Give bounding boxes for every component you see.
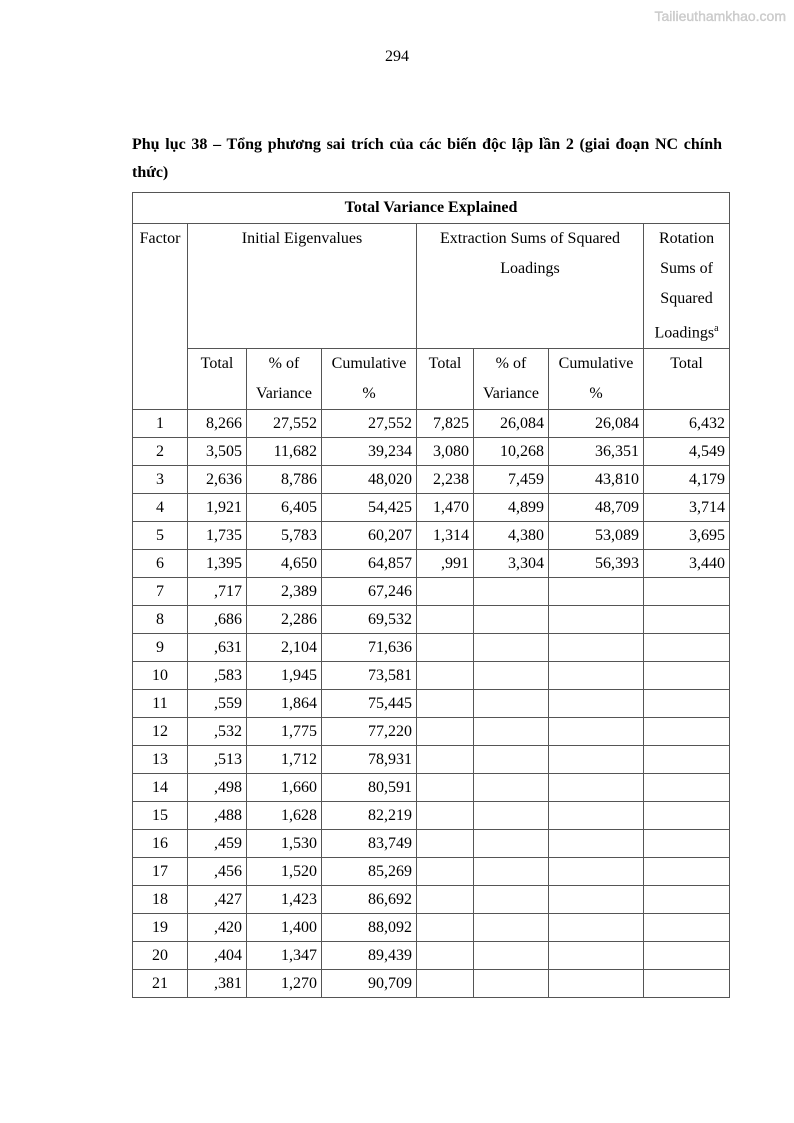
initial-pct-cell: 6,405 — [247, 494, 322, 522]
extraction-total-cell — [417, 606, 474, 634]
extraction-total-cell: 7,825 — [417, 410, 474, 438]
extraction-pct-cell: 4,380 — [474, 522, 549, 550]
initial-total-cell: 1,395 — [188, 550, 247, 578]
initial-pct-cell: 1,423 — [247, 886, 322, 914]
initial-total-cell: 3,505 — [188, 438, 247, 466]
initial-total-cell: ,559 — [188, 690, 247, 718]
rotation-total-cell — [644, 718, 730, 746]
extraction-pct-cell — [474, 746, 549, 774]
initial-total-cell: ,686 — [188, 606, 247, 634]
factor-cell: 8 — [133, 606, 188, 634]
table-row — [133, 494, 730, 522]
rotation-total-cell — [644, 802, 730, 830]
watermark: Tailieuthamkhao.com — [654, 8, 786, 24]
initial-total-cell: ,513 — [188, 746, 247, 774]
initial-pct-cell: 1,775 — [247, 718, 322, 746]
extraction-total-cell — [417, 886, 474, 914]
extraction-pct-cell — [474, 774, 549, 802]
rotation-total-cell: 6,432 — [644, 410, 730, 438]
extraction-pct-cell — [474, 802, 549, 830]
initial-pct-cell: 1,864 — [247, 690, 322, 718]
extraction-total-cell — [417, 746, 474, 774]
factor-cell: 17 — [133, 858, 188, 886]
initial-pct-cell: 1,400 — [247, 914, 322, 942]
extraction-pct-cell: 4,899 — [474, 494, 549, 522]
factor-cell: 21 — [133, 970, 188, 998]
rotation-total-cell — [644, 774, 730, 802]
initial-cumulative-cell: 77,220 — [322, 718, 417, 746]
table-row — [133, 942, 730, 970]
extraction-pct-cell — [474, 858, 549, 886]
initial-cumulative-cell: 78,931 — [322, 746, 417, 774]
extraction-total-header: Total — [417, 349, 474, 410]
extraction-pct-cell: 3,304 — [474, 550, 549, 578]
initial-pct-cell: 2,389 — [247, 578, 322, 606]
initial-cumulative-cell: 71,636 — [322, 634, 417, 662]
factor-cell: 1 — [133, 410, 188, 438]
initial-pct-cell: 8,786 — [247, 466, 322, 494]
initial-cumulative-cell: 90,709 — [322, 970, 417, 998]
initial-pct-cell: 1,628 — [247, 802, 322, 830]
initial-total-cell: 1,921 — [188, 494, 247, 522]
initial-cumulative-cell: 83,749 — [322, 830, 417, 858]
extraction-cumulative-cell: 53,089 — [549, 522, 644, 550]
extraction-total-cell — [417, 858, 474, 886]
table-row — [133, 914, 730, 942]
rotation-total-cell — [644, 942, 730, 970]
initial-cumulative-cell: 60,207 — [322, 522, 417, 550]
extraction-cumulative-header: Cumulative % — [549, 349, 644, 410]
extraction-pct-cell: 26,084 — [474, 410, 549, 438]
factor-cell: 10 — [133, 662, 188, 690]
extraction-pct-cell — [474, 970, 549, 998]
rotation-header-text: Rotation Sums of Squared Loadings — [654, 230, 715, 342]
extraction-cumulative-cell — [549, 858, 644, 886]
extraction-total-cell — [417, 578, 474, 606]
extraction-pct-cell — [474, 662, 549, 690]
initial-total-cell: ,420 — [188, 914, 247, 942]
table-row — [133, 634, 730, 662]
initial-pct-cell: 4,650 — [247, 550, 322, 578]
extraction-total-cell — [417, 690, 474, 718]
initial-total-cell: ,456 — [188, 858, 247, 886]
factor-cell: 16 — [133, 830, 188, 858]
extraction-total-cell: 2,238 — [417, 466, 474, 494]
extraction-cumulative-cell: 56,393 — [549, 550, 644, 578]
extraction-total-cell — [417, 662, 474, 690]
initial-total-header: Total — [188, 349, 247, 410]
extraction-cumulative-cell: 48,709 — [549, 494, 644, 522]
initial-total-cell: ,381 — [188, 970, 247, 998]
initial-total-cell: ,427 — [188, 886, 247, 914]
table-row — [133, 438, 730, 466]
initial-cumulative-header: Cumulative % — [322, 349, 417, 410]
table-row — [133, 606, 730, 634]
initial-pct-cell: 27,552 — [247, 410, 322, 438]
rotation-total-cell: 3,695 — [644, 522, 730, 550]
extraction-cumulative-cell: 43,810 — [549, 466, 644, 494]
table-title: Total Variance Explained — [133, 193, 730, 224]
extraction-pct-cell: 7,459 — [474, 466, 549, 494]
initial-eigenvalues-header: Initial Eigenvalues — [188, 224, 417, 349]
table-row — [133, 522, 730, 550]
extraction-cumulative-cell — [549, 690, 644, 718]
extraction-cumulative-cell — [549, 578, 644, 606]
extraction-pct-header: % of Variance — [474, 349, 549, 410]
rotation-total-cell — [644, 690, 730, 718]
total-variance-table — [132, 192, 730, 998]
table-row — [133, 802, 730, 830]
table-row — [133, 858, 730, 886]
factor-cell: 9 — [133, 634, 188, 662]
extraction-total-cell — [417, 802, 474, 830]
factor-cell: 20 — [133, 942, 188, 970]
extraction-total-cell: 1,314 — [417, 522, 474, 550]
extraction-total-cell — [417, 970, 474, 998]
extraction-pct-cell — [474, 942, 549, 970]
table-row — [133, 830, 730, 858]
extraction-cumulative-cell — [549, 634, 644, 662]
initial-cumulative-cell: 39,234 — [322, 438, 417, 466]
extraction-pct-cell — [474, 634, 549, 662]
initial-cumulative-cell: 82,219 — [322, 802, 417, 830]
rotation-total-cell — [644, 858, 730, 886]
initial-total-cell: ,532 — [188, 718, 247, 746]
extraction-cumulative-cell — [549, 802, 644, 830]
extraction-cumulative-cell — [549, 886, 644, 914]
page-number: 294 — [385, 48, 409, 65]
initial-cumulative-cell: 54,425 — [322, 494, 417, 522]
extraction-cumulative-cell — [549, 970, 644, 998]
table-row — [133, 886, 730, 914]
factor-cell: 14 — [133, 774, 188, 802]
initial-pct-header: % of Variance — [247, 349, 322, 410]
rotation-total-cell — [644, 886, 730, 914]
extraction-cumulative-cell — [549, 746, 644, 774]
extraction-total-cell — [417, 914, 474, 942]
initial-cumulative-cell: 27,552 — [322, 410, 417, 438]
table-row — [133, 774, 730, 802]
table-row — [133, 662, 730, 690]
rotation-total-cell: 4,549 — [644, 438, 730, 466]
extraction-total-cell — [417, 718, 474, 746]
rotation-total-header: Total — [644, 349, 730, 410]
extraction-header — [417, 224, 644, 349]
rotation-total-cell — [644, 606, 730, 634]
extraction-pct-cell: 10,268 — [474, 438, 549, 466]
factor-cell: 12 — [133, 718, 188, 746]
factor-cell: 19 — [133, 914, 188, 942]
table-row — [133, 690, 730, 718]
initial-cumulative-cell: 86,692 — [322, 886, 417, 914]
factor-cell: 2 — [133, 438, 188, 466]
factor-cell: 11 — [133, 690, 188, 718]
initial-cumulative-cell: 75,445 — [322, 690, 417, 718]
extraction-cumulative-cell — [549, 662, 644, 690]
rotation-total-cell — [644, 746, 730, 774]
factor-cell: 13 — [133, 746, 188, 774]
initial-pct-cell: 1,712 — [247, 746, 322, 774]
initial-pct-cell: 5,783 — [247, 522, 322, 550]
rotation-total-cell — [644, 970, 730, 998]
rotation-total-cell — [644, 662, 730, 690]
table-row — [133, 746, 730, 774]
initial-cumulative-cell: 64,857 — [322, 550, 417, 578]
extraction-total-cell — [417, 774, 474, 802]
initial-pct-cell: 1,520 — [247, 858, 322, 886]
factor-cell: 6 — [133, 550, 188, 578]
table-row — [133, 578, 730, 606]
initial-pct-cell: 1,530 — [247, 830, 322, 858]
initial-total-cell: ,583 — [188, 662, 247, 690]
extraction-pct-cell — [474, 830, 549, 858]
initial-pct-cell: 1,347 — [247, 942, 322, 970]
initial-total-cell: ,404 — [188, 942, 247, 970]
initial-cumulative-cell: 69,532 — [322, 606, 417, 634]
extraction-cumulative-cell — [549, 718, 644, 746]
initial-pct-cell: 2,104 — [247, 634, 322, 662]
rotation-header-sup: a — [714, 323, 719, 334]
initial-cumulative-cell: 48,020 — [322, 466, 417, 494]
extraction-cumulative-cell — [549, 942, 644, 970]
initial-total-cell: ,488 — [188, 802, 247, 830]
extraction-pct-cell — [474, 578, 549, 606]
extraction-cumulative-cell — [549, 914, 644, 942]
table-row — [133, 410, 730, 438]
extraction-pct-cell — [474, 914, 549, 942]
extraction-cumulative-cell — [549, 774, 644, 802]
rotation-total-cell: 4,179 — [644, 466, 730, 494]
extraction-cumulative-cell: 26,084 — [549, 410, 644, 438]
table-body — [133, 410, 730, 998]
initial-pct-cell: 11,682 — [247, 438, 322, 466]
initial-total-cell: ,498 — [188, 774, 247, 802]
table-row — [133, 550, 730, 578]
initial-cumulative-cell: 89,439 — [322, 942, 417, 970]
factor-cell: 15 — [133, 802, 188, 830]
rotation-total-cell: 3,714 — [644, 494, 730, 522]
initial-total-cell: ,631 — [188, 634, 247, 662]
initial-cumulative-cell: 67,246 — [322, 578, 417, 606]
initial-total-cell: ,717 — [188, 578, 247, 606]
extraction-pct-cell — [474, 886, 549, 914]
initial-cumulative-cell: 73,581 — [322, 662, 417, 690]
table-row — [133, 970, 730, 998]
initial-cumulative-cell: 88,092 — [322, 914, 417, 942]
initial-pct-cell: 1,270 — [247, 970, 322, 998]
extraction-pct-cell — [474, 718, 549, 746]
initial-pct-cell: 1,945 — [247, 662, 322, 690]
extraction-total-cell — [417, 830, 474, 858]
rotation-total-cell: 3,440 — [644, 550, 730, 578]
extraction-total-cell: ,991 — [417, 550, 474, 578]
extraction-cumulative-cell — [549, 830, 644, 858]
initial-pct-cell: 1,660 — [247, 774, 322, 802]
factor-cell: 5 — [133, 522, 188, 550]
extraction-total-cell — [417, 942, 474, 970]
rotation-header — [644, 224, 730, 349]
initial-total-cell: 8,266 — [188, 410, 247, 438]
extraction-total-cell — [417, 634, 474, 662]
factor-header: Factor — [133, 224, 188, 410]
extraction-pct-cell — [474, 606, 549, 634]
factor-cell: 7 — [133, 578, 188, 606]
extraction-pct-cell — [474, 690, 549, 718]
extraction-cumulative-cell — [549, 606, 644, 634]
initial-cumulative-cell: 85,269 — [322, 858, 417, 886]
initial-total-cell: ,459 — [188, 830, 247, 858]
extraction-cumulative-cell: 36,351 — [549, 438, 644, 466]
appendix-caption: Phụ lục 38 – Tổng phương sai trích của các biến độc lập lần 2 (giai đoạn NC chính thức) — [132, 136, 722, 181]
table-row — [133, 718, 730, 746]
rotation-total-cell — [644, 830, 730, 858]
initial-total-cell: 1,735 — [188, 522, 247, 550]
initial-pct-cell: 2,286 — [247, 606, 322, 634]
rotation-total-cell — [644, 914, 730, 942]
factor-cell: 4 — [133, 494, 188, 522]
rotation-total-cell — [644, 634, 730, 662]
factor-cell: 3 — [133, 466, 188, 494]
initial-cumulative-cell: 80,591 — [322, 774, 417, 802]
extraction-total-cell: 1,470 — [417, 494, 474, 522]
extraction-total-cell: 3,080 — [417, 438, 474, 466]
factor-cell: 18 — [133, 886, 188, 914]
rotation-total-cell — [644, 578, 730, 606]
extraction-header-text: Extraction Sums of Squared Loadings — [440, 230, 620, 277]
table-row — [133, 466, 730, 494]
initial-total-cell: 2,636 — [188, 466, 247, 494]
